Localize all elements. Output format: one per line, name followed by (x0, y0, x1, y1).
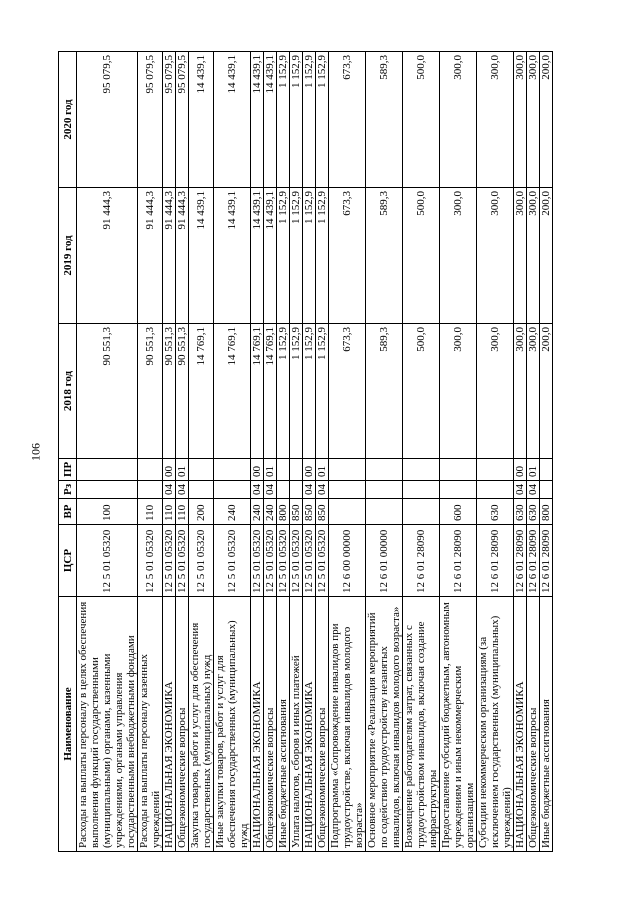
cell-2020: 95 079,5 (176, 52, 189, 188)
table-row (540, 52, 553, 852)
cell-csr: 12 5 01 05320 (277, 525, 290, 597)
cell-2018: 1 152,9 (303, 324, 316, 459)
cell-pr (290, 459, 303, 481)
cell-2019: 1 152,9 (277, 188, 290, 324)
cell-2018: 589,3 (366, 324, 403, 459)
cell-2019: 91 444,3 (163, 188, 176, 324)
cell-name: Иные бюджетные ассигнования (277, 597, 290, 852)
cell-2020: 95 079,5 (138, 52, 163, 188)
cell-name: Общеэкономические вопросы (316, 597, 329, 852)
cell-2019: 673,3 (329, 188, 366, 324)
cell-pr: 01 (264, 459, 277, 481)
cell-pr (403, 459, 440, 481)
table-row (264, 52, 277, 852)
cell-name: Иные закупки товаров, работ и услуг для обеспечения государственных (муниципальных) нужд (214, 597, 251, 852)
cell-name: Основное мероприятие «Реализация мероприятий по содействию трудоустройству незанятых инвалидов, включая инвалидов молодого возраста» (366, 597, 403, 852)
cell-vr: 850 (290, 499, 303, 525)
cell-2018: 1 152,9 (316, 324, 329, 459)
table-row (277, 52, 290, 852)
cell-csr: 12 5 01 05320 (189, 525, 214, 597)
cell-2019: 91 444,3 (176, 188, 189, 324)
cell-vr: 200 (189, 499, 214, 525)
cell-2019: 14 439,1 (214, 188, 251, 324)
cell-vr: 110 (138, 499, 163, 525)
cell-name: НАЦИОНАЛЬНАЯ ЭКОНОМИКА (163, 597, 176, 852)
cell-csr: 12 6 01 28090 (527, 525, 540, 597)
cell-csr: 12 5 01 05320 (264, 525, 277, 597)
cell-vr: 630 (514, 499, 527, 525)
cell-2018: 500,0 (403, 324, 440, 459)
cell-pr: 00 (514, 459, 527, 481)
table-row (189, 52, 214, 852)
cell-2018: 673,3 (329, 324, 366, 459)
cell-2019: 300,0 (527, 188, 540, 324)
table-row (403, 52, 440, 852)
cell-pr (214, 459, 251, 481)
table-row (316, 52, 329, 852)
header-rz: Рз (59, 481, 77, 499)
cell-pr (477, 459, 514, 481)
cell-vr: 110 (163, 499, 176, 525)
cell-vr (366, 499, 403, 525)
table-row (77, 52, 138, 852)
cell-2018: 14 769,1 (214, 324, 251, 459)
cell-rz (540, 481, 553, 499)
table-row (440, 52, 477, 852)
cell-pr: 00 (251, 459, 264, 481)
cell-vr: 630 (477, 499, 514, 525)
cell-name: Уплата налогов, сборов и иных платежей (290, 597, 303, 852)
cell-2019: 300,0 (514, 188, 527, 324)
cell-rz (440, 481, 477, 499)
table-row (214, 52, 251, 852)
cell-vr: 800 (540, 499, 553, 525)
cell-rz (366, 481, 403, 499)
cell-pr (440, 459, 477, 481)
cell-rz: 04 (264, 481, 277, 499)
cell-pr (329, 459, 366, 481)
cell-pr: 01 (527, 459, 540, 481)
cell-rz: 04 (176, 481, 189, 499)
cell-2019: 91 444,3 (138, 188, 163, 324)
cell-2020: 300,0 (514, 52, 527, 188)
cell-2019: 14 439,1 (189, 188, 214, 324)
cell-vr: 100 (77, 499, 138, 525)
cell-2019: 500,0 (403, 188, 440, 324)
header-vr: ВР (59, 499, 77, 525)
cell-2018: 1 152,9 (290, 324, 303, 459)
cell-name: Расходы на выплаты персоналу в целях обеспечения выполнения функций государственными (муниципальными) органами, казенными учреждениями, органами управления государственными внебюджетными фондами (77, 597, 138, 852)
cell-csr: 12 5 01 05320 (290, 525, 303, 597)
cell-vr: 240 (214, 499, 251, 525)
cell-2019: 200,0 (540, 188, 553, 324)
cell-2019: 300,0 (477, 188, 514, 324)
cell-csr: 12 6 01 28090 (440, 525, 477, 597)
cell-2020: 300,0 (440, 52, 477, 188)
cell-pr: 00 (303, 459, 316, 481)
cell-name: НАЦИОНАЛЬНАЯ ЭКОНОМИКА (303, 597, 316, 852)
cell-name: Общеэкономические вопросы (176, 597, 189, 852)
budget-table (58, 51, 553, 852)
cell-2019: 300,0 (440, 188, 477, 324)
cell-2020: 14 439,1 (264, 52, 277, 188)
cell-2019: 91 444,3 (77, 188, 138, 324)
cell-pr (277, 459, 290, 481)
cell-csr: 12 5 01 05320 (251, 525, 264, 597)
cell-rz: 04 (316, 481, 329, 499)
cell-2020: 500,0 (403, 52, 440, 188)
table-row (514, 52, 527, 852)
cell-rz (138, 481, 163, 499)
cell-rz (189, 481, 214, 499)
table-body (77, 52, 553, 852)
cell-2020: 300,0 (527, 52, 540, 188)
header-2019: 2019 год (59, 188, 77, 324)
cell-pr (77, 459, 138, 481)
cell-rz (477, 481, 514, 499)
cell-rz (214, 481, 251, 499)
cell-2018: 90 551,3 (163, 324, 176, 459)
table-row (290, 52, 303, 852)
cell-2018: 300,0 (477, 324, 514, 459)
cell-2018: 14 769,1 (264, 324, 277, 459)
cell-2020: 673,3 (329, 52, 366, 188)
cell-2020: 200,0 (540, 52, 553, 188)
cell-rz: 04 (251, 481, 264, 499)
table-row (303, 52, 316, 852)
cell-pr (366, 459, 403, 481)
cell-csr: 12 5 01 05320 (303, 525, 316, 597)
cell-name: Закупка товаров, работ и услуг для обеспечения государственных (муниципальных) нужд (189, 597, 214, 852)
cell-pr: 01 (316, 459, 329, 481)
cell-vr: 850 (316, 499, 329, 525)
cell-name: Подпрограмма «Сопровождение инвалидов при трудоустройстве, включая инвалидов молодого возраста» (329, 597, 366, 852)
table-row (251, 52, 264, 852)
cell-csr: 12 5 01 05320 (138, 525, 163, 597)
header-pr: ПР (59, 459, 77, 481)
cell-vr: 600 (440, 499, 477, 525)
cell-2019: 589,3 (366, 188, 403, 324)
cell-2020: 95 079,5 (163, 52, 176, 188)
cell-csr: 12 6 00 00000 (329, 525, 366, 597)
header-name: Наименование (59, 597, 77, 852)
table-row (366, 52, 403, 852)
cell-2019: 1 152,9 (316, 188, 329, 324)
cell-rz: 04 (163, 481, 176, 499)
cell-csr: 12 5 01 05320 (176, 525, 189, 597)
table-row (477, 52, 514, 852)
cell-name: Предоставление субсидий бюджетным, автономным учреждениям и иным некоммерческим организациям (440, 597, 477, 852)
header-2018: 2018 год (59, 324, 77, 459)
cell-vr: 630 (527, 499, 540, 525)
cell-2020: 14 439,1 (251, 52, 264, 188)
cell-vr: 850 (303, 499, 316, 525)
cell-2018: 300,0 (440, 324, 477, 459)
header-csr: ЦСР (59, 525, 77, 597)
cell-vr: 110 (176, 499, 189, 525)
cell-csr: 12 5 01 05320 (316, 525, 329, 597)
cell-rz (77, 481, 138, 499)
cell-csr: 12 5 01 05320 (77, 525, 138, 597)
cell-rz: 04 (514, 481, 527, 499)
cell-rz: 04 (303, 481, 316, 499)
page-number: 106 (28, 443, 43, 461)
cell-csr: 12 6 01 28090 (514, 525, 527, 597)
cell-rz (277, 481, 290, 499)
cell-2018: 90 551,3 (138, 324, 163, 459)
table-row (163, 52, 176, 852)
cell-2018: 300,0 (527, 324, 540, 459)
cell-csr: 12 5 01 05320 (214, 525, 251, 597)
cell-pr (138, 459, 163, 481)
cell-2018: 14 769,1 (251, 324, 264, 459)
cell-csr: 12 5 01 05320 (163, 525, 176, 597)
header-2020: 2020 год (59, 52, 77, 188)
table-header-row (59, 52, 77, 852)
cell-2020: 1 152,9 (303, 52, 316, 188)
cell-rz (329, 481, 366, 499)
cell-2020: 1 152,9 (316, 52, 329, 188)
cell-name: НАЦИОНАЛЬНАЯ ЭКОНОМИКА (251, 597, 264, 852)
table-row (329, 52, 366, 852)
cell-csr: 12 6 01 28090 (477, 525, 514, 597)
cell-2018: 300,0 (514, 324, 527, 459)
cell-vr (329, 499, 366, 525)
cell-name: Иные бюджетные ассигнования (540, 597, 553, 852)
cell-name: Общеэкономические вопросы (527, 597, 540, 852)
cell-2019: 14 439,1 (264, 188, 277, 324)
cell-pr (189, 459, 214, 481)
cell-2020: 300,0 (477, 52, 514, 188)
cell-csr: 12 6 01 28090 (403, 525, 440, 597)
cell-2018: 200,0 (540, 324, 553, 459)
table-row (527, 52, 540, 852)
cell-2018: 90 551,3 (77, 324, 138, 459)
cell-pr: 00 (163, 459, 176, 481)
rotated-page (58, 52, 588, 852)
table-row (138, 52, 163, 852)
cell-rz (290, 481, 303, 499)
table-row (176, 52, 189, 852)
cell-2018: 90 551,3 (176, 324, 189, 459)
cell-2020: 14 439,1 (214, 52, 251, 188)
cell-pr: 01 (176, 459, 189, 481)
cell-name: Возмещение работодателям затрат, связанных с трудоустройством инвалидов, включая создание инфраструктуры (403, 597, 440, 852)
cell-2020: 14 439,1 (189, 52, 214, 188)
cell-2019: 1 152,9 (290, 188, 303, 324)
cell-name: Субсидии некоммерческим организациям (за исключением государственных (муниципальных) учреждений) (477, 597, 514, 852)
cell-2018: 1 152,9 (277, 324, 290, 459)
cell-csr: 12 6 01 28090 (540, 525, 553, 597)
cell-rz (403, 481, 440, 499)
cell-name: НАЦИОНАЛЬНАЯ ЭКОНОМИКА (514, 597, 527, 852)
cell-2020: 1 152,9 (290, 52, 303, 188)
cell-vr: 240 (251, 499, 264, 525)
cell-2018: 14 769,1 (189, 324, 214, 459)
cell-name: Расходы на выплаты персоналу казенных учреждений (138, 597, 163, 852)
cell-2020: 1 152,9 (277, 52, 290, 188)
cell-2020: 95 079,5 (77, 52, 138, 188)
cell-name: Общеэкономические вопросы (264, 597, 277, 852)
cell-rz: 04 (527, 481, 540, 499)
cell-vr: 240 (264, 499, 277, 525)
cell-csr: 12 6 01 00000 (366, 525, 403, 597)
cell-2019: 14 439,1 (251, 188, 264, 324)
cell-2020: 589,3 (366, 52, 403, 188)
cell-vr (403, 499, 440, 525)
cell-2019: 1 152,9 (303, 188, 316, 324)
cell-vr: 800 (277, 499, 290, 525)
cell-pr (540, 459, 553, 481)
